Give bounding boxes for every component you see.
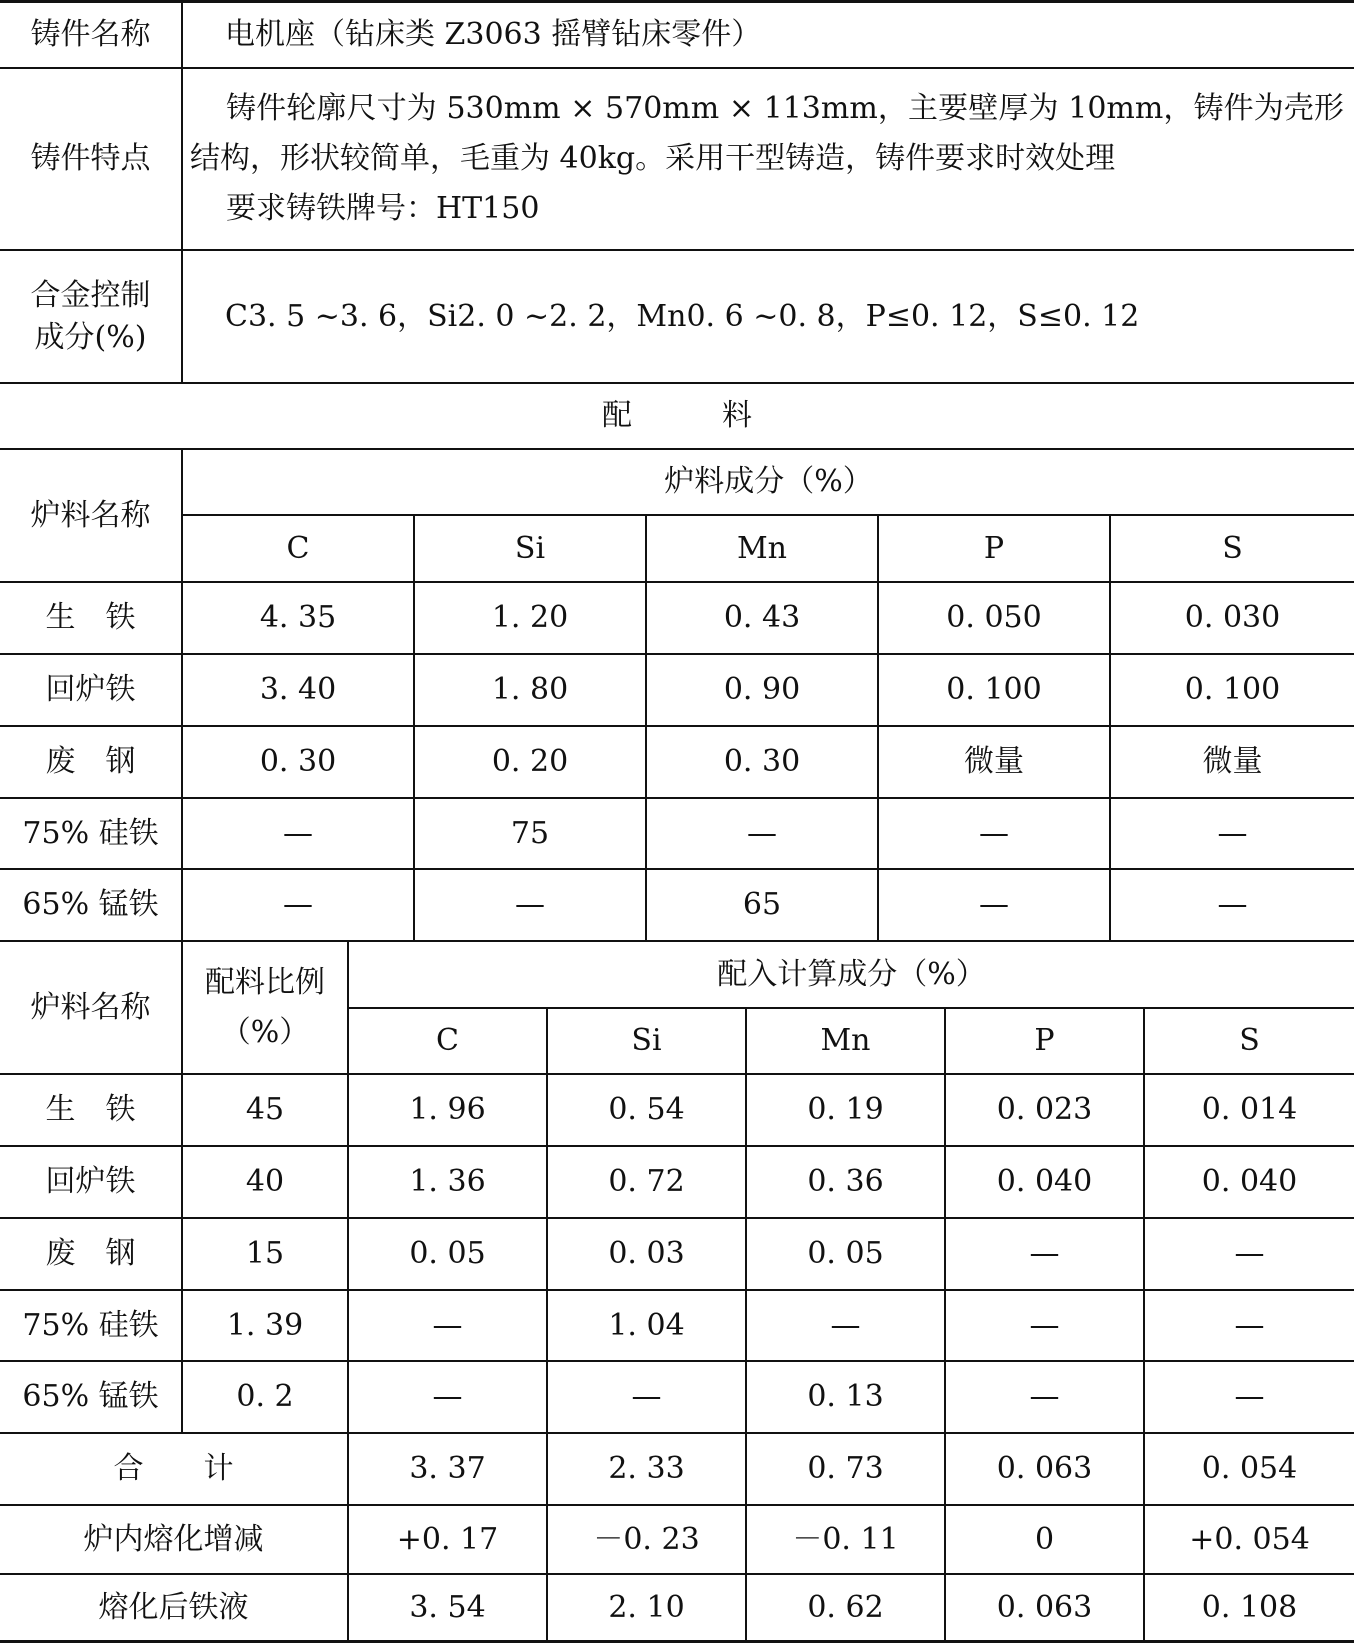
charge-cell: 65 [742, 887, 782, 922]
rule [0, 67, 1354, 69]
calc-cell: — [1234, 1379, 1265, 1414]
charge-row-name: 生 铁 [45, 600, 136, 635]
charge-cell: 微量 [1202, 744, 1263, 779]
charge-cell: — [515, 887, 545, 922]
calc-col-header: Mn [820, 1023, 871, 1058]
summary-cell: +0. 054 [1189, 1521, 1310, 1557]
summary-cell: 0. 62 [807, 1589, 884, 1625]
charge-cell: 0. 90 [723, 672, 801, 707]
calc-cell: — [1234, 1236, 1265, 1271]
section-title: 配 料 [602, 398, 752, 433]
calc-cell: 0. 54 [608, 1092, 685, 1127]
casting-name-label: 铸件名称 [30, 17, 151, 52]
charge-cell: 0. 100 [1184, 672, 1281, 707]
summary-cell: 3. 37 [409, 1451, 486, 1486]
charge-cell: — [283, 815, 313, 851]
charge-row-name: 废 钢 [45, 744, 136, 779]
calc-cell: 0. 040 [996, 1164, 1093, 1199]
calc-cell: — [830, 1307, 861, 1343]
alloy-control-label [0, 251, 181, 382]
calc-cell: 1. 96 [409, 1092, 486, 1127]
charge-cell: 0. 43 [723, 600, 801, 635]
summary-cell: 0. 063 [996, 1451, 1093, 1486]
calc-ratio-header [183, 942, 347, 1073]
rule-bottom [0, 1640, 1354, 1643]
summary-label-change: 炉内熔化增减 [83, 1521, 264, 1557]
calc-cell: — [631, 1379, 662, 1414]
summary-cell: 3. 54 [409, 1589, 486, 1625]
calc-row-name: 生 铁 [45, 1092, 136, 1127]
calc-col-header: C [436, 1023, 459, 1058]
calc-cell: 0. 13 [807, 1379, 884, 1414]
charge-cell: — [979, 887, 1009, 922]
calc-cell: 0. 19 [807, 1092, 884, 1127]
rule [181, 0, 183, 383]
charge-cell: — [979, 815, 1009, 851]
alloy-label-line2: 成分(%) [34, 319, 147, 355]
ratio-header-line1: 配料比例 [205, 964, 325, 1000]
summary-cell: 2. 10 [608, 1589, 685, 1625]
calc-cell: 0. 040 [1201, 1164, 1298, 1199]
charge-cell: — [1217, 815, 1248, 851]
casting-name-value: 电机座（钻床类 Z3063 摇臂钻床零件） [225, 17, 762, 52]
summary-cell: 0. 108 [1201, 1589, 1298, 1625]
calc-cell: — [1029, 1307, 1060, 1343]
charge-cell: 3. 40 [259, 672, 337, 707]
calc-col-header: P [1034, 1023, 1055, 1058]
calc-cell: — [1029, 1236, 1060, 1271]
charge-cell: 0. 30 [723, 744, 801, 779]
calc-cell: 0. 03 [608, 1236, 685, 1271]
charge-cell: — [283, 887, 313, 922]
calc-ratio: 40 [245, 1164, 285, 1199]
calc-row-name: 65% 锰铁 [22, 1379, 159, 1414]
charge-group-header: 炉料成分（%） [664, 464, 873, 499]
calc-group-header: 配入计算成分（%） [717, 956, 986, 992]
charge-row-name: 回炉铁 [45, 672, 136, 707]
charge-cell: 微量 [964, 744, 1024, 779]
calc-cell: 0. 014 [1201, 1092, 1298, 1127]
calc-row-name: 废 钢 [45, 1236, 136, 1271]
charge-cell: 0. 100 [946, 672, 1042, 707]
calc-ratio: 45 [245, 1092, 285, 1127]
calc-col-header: Si [631, 1023, 662, 1058]
summary-label-molten: 熔化后铁液 [98, 1589, 249, 1625]
feature-iron-grade: 要求铸铁牌号：HT150 [226, 191, 540, 226]
calc-row-name: 回炉铁 [45, 1164, 136, 1199]
charge-row-name: 65% 锰铁 [22, 887, 159, 922]
calc-cell: — [432, 1379, 463, 1414]
calc-ratio: 1. 39 [226, 1307, 304, 1343]
calc-cell: 0. 72 [608, 1164, 685, 1199]
charge-col-header: P [983, 530, 1005, 566]
summary-cell: 0. 063 [996, 1589, 1093, 1625]
calc-cell: 1. 04 [608, 1307, 685, 1343]
summary-cell: 0. 054 [1201, 1451, 1298, 1486]
charge-cell: 0. 20 [491, 744, 569, 779]
charge-cell: 1. 20 [491, 600, 569, 635]
charge-col-header: C [286, 530, 310, 566]
calc-col-header: S [1239, 1023, 1260, 1058]
charge-cell: — [747, 815, 777, 851]
calc-cell: 1. 36 [409, 1164, 486, 1199]
calc-cell: 0. 36 [807, 1164, 884, 1199]
calc-cell: 0. 05 [807, 1236, 884, 1271]
charge-cell: 0. 30 [259, 744, 337, 779]
alloy-control-value: C3. 5 ~3. 6，Si2. 0 ~2. 2，Mn0. 6 ~0. 8，P≤0. 12，S≤0. 12 [225, 298, 1140, 334]
calc-ratio: 0. 2 [236, 1379, 294, 1414]
charge-cell: — [1217, 887, 1248, 922]
charge-col-header: Si [514, 530, 546, 566]
ratio-header-line2: （%） [220, 1014, 310, 1050]
charge-col-header: Mn [736, 530, 788, 566]
summary-cell: +0. 17 [396, 1521, 499, 1557]
calc-cell: — [432, 1307, 463, 1343]
charge-cell: 75 [510, 815, 550, 851]
feature-description: 铸件轮廓尺寸为 530mm × 570mm × 113mm，主要壁厚为 10mm，铸件为壳形结构，形状较简单，毛重为 40kg。采用干型铸造，铸件要求时效处理 [190, 91, 1344, 176]
calc-ratio: 15 [245, 1236, 285, 1271]
alloy-label-line1: 合金控制 [30, 277, 151, 313]
summary-cell: 0. 73 [807, 1451, 884, 1486]
summary-cell: 2. 33 [608, 1451, 685, 1486]
calc-name-header: 炉料名称 [30, 989, 151, 1025]
charge-cell: 0. 050 [946, 600, 1042, 635]
summary-cell: 0 [1034, 1521, 1055, 1557]
summary-cell: －0. 11 [792, 1521, 899, 1557]
calc-cell: — [1234, 1307, 1265, 1343]
calc-row-name: 75% 硅铁 [22, 1307, 159, 1343]
charge-col-header: S [1222, 530, 1243, 566]
charge-row-name: 75% 硅铁 [22, 815, 159, 851]
charge-cell: 4. 35 [259, 600, 337, 635]
summary-cell: －0. 23 [593, 1521, 700, 1557]
calc-cell: 0. 023 [996, 1092, 1093, 1127]
charge-cell: 1. 80 [491, 672, 569, 707]
calc-cell: — [1029, 1379, 1060, 1414]
casting-feature-text [190, 84, 1344, 234]
summary-label-total: 合 计 [113, 1451, 234, 1486]
charge-cell: 0. 030 [1184, 600, 1281, 635]
calc-cell: 0. 05 [409, 1236, 486, 1271]
casting-feature-label: 铸件特点 [30, 141, 151, 176]
charge-name-header: 炉料名称 [30, 497, 151, 533]
